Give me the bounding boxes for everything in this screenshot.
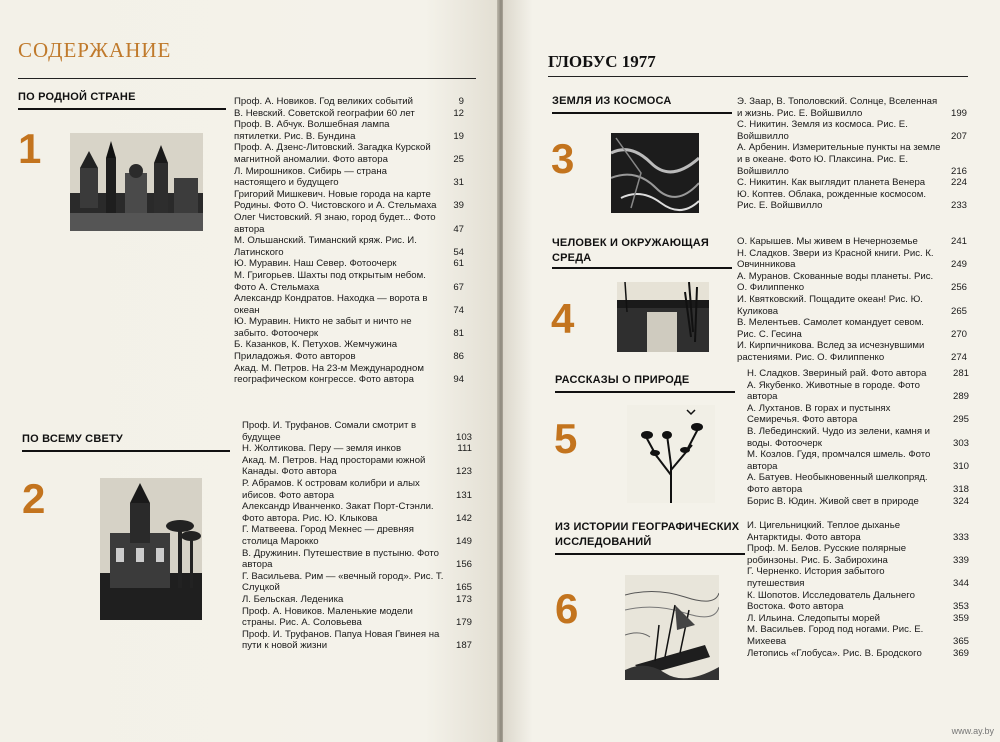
space-illustration (611, 133, 699, 213)
toc-entry[interactable]: Проф. А. Дзенс-Литовский. Загадка Курской магнитной аномалии. Фото автора 25 (234, 142, 464, 165)
toc-entry[interactable]: Л. Мирошников. Сибирь — страна настоящего и будущего 31 (234, 165, 464, 189)
section-5-rule (555, 391, 735, 393)
section-4-number: 4 (551, 295, 575, 342)
toc-entry[interactable]: О. Карышев. Мы живем в Нечерноземье 241 (737, 236, 967, 247)
section-3-entries (737, 96, 967, 212)
toc-entry[interactable]: М. Козлов. Гудя, промчался шмель. Фото автора 310 (747, 449, 969, 472)
toc-entry[interactable]: И. Кирпичникова. Вслед за исчезнувшими растениями. Рис. О. Филиппенко 274 (737, 340, 967, 363)
section-4-rule (552, 267, 732, 269)
section-4-entries (737, 236, 967, 364)
toc-entry[interactable]: Акад. М. Петров. На 23-м Международном географическом конгрессе. Фото автора 94 (234, 362, 464, 386)
toc-entry[interactable]: Проф. В. Абчук. Волшебная лампа пятилетки. Рис. В. Бундина 19 (234, 119, 464, 142)
toc-entry[interactable]: С. Никитин. Земля из космоса. Рис. Е. Войшвилло 207 (737, 119, 967, 142)
toc-entry[interactable]: М. Васильев. Город под ногами. Рис. Е. Михеева 365 (747, 624, 969, 647)
toc-entry[interactable]: В. Дружинин. Путешествие в пустыню. Фото автора 156 (242, 547, 472, 571)
section-2-number: 2 (22, 475, 46, 522)
section-3-number: 3 (551, 135, 575, 182)
section-6-number: 6 (555, 585, 579, 632)
section-1-rule (18, 108, 226, 110)
toc-entry[interactable]: К. Шопотов. Исследователь Дальнего Востока. Фото автора 353 (747, 589, 969, 613)
toc-entry[interactable]: В. Невский. Советской географии 60 лет 12 (234, 107, 464, 119)
birds-illustration (627, 405, 715, 503)
toc-entry[interactable]: А. Муранов. Скованные воды планеты. Рис. О. Филиппенко 256 (737, 270, 967, 294)
toc-entry[interactable]: Проф. И. Труфанов. Сомали смотрит в будущее 103 (242, 420, 472, 443)
toc-entry[interactable]: Н. Жолтикова. Перу — земля инков 111 (242, 443, 472, 455)
toc-entry[interactable]: Э. Заар, В. Тополовский. Солнце, Вселенная и жизнь. Рис. Е. Войшвилло 199 (737, 96, 967, 119)
toc-entry[interactable]: Олег Чистовский. Я знаю, город будет... Фото автора 47 (234, 211, 464, 235)
ship-illustration (625, 575, 719, 680)
section-1-number: 1 (18, 125, 42, 172)
toc-entry[interactable]: Проф. А. Новиков. Маленькие модели страны. Рис. А. Соловьева 179 (242, 605, 472, 629)
section-5-title: РАССКАЗЫ О ПРИРОДЕ (555, 374, 690, 386)
toc-entry[interactable]: Г. Матвеева. Город Мекнес — древняя столица Марокко 149 (242, 524, 472, 547)
section-2-entries (242, 420, 472, 652)
toc-entry[interactable]: И. Квятковский. Пощадите океан! Рис. Ю. Куликова 265 (737, 293, 967, 317)
toc-entry[interactable]: Н. Сладков. Звери из Красной книги. Рис. К. Овчинникова 249 (737, 247, 967, 271)
toc-entry[interactable]: Проф. М. Белов. Русские полярные робинзоны. Рис. Б. Забирохина 339 (747, 543, 969, 566)
toc-entry[interactable]: В. Лебединский. Чудо из зелени, камня и воды. Фотоочерк 303 (747, 425, 969, 449)
toc-entry[interactable]: Л. Бельская. Леденика 173 (242, 593, 472, 605)
toc-entry[interactable]: Борис В. Юдин. Живой свет в природе 324 (747, 495, 969, 507)
toc-entry[interactable]: А. Лухтанов. В горах и пустынях Семиречья. Фото автора 295 (747, 402, 969, 426)
header-rule (18, 78, 476, 79)
contents-heading: СОДЕРЖАНИЕ (18, 38, 172, 62)
toc-entry[interactable]: А. Якубенко. Животные в городе. Фото автора 289 (747, 379, 969, 403)
section-4-title: ЧЕЛОВЕК И ОКРУЖАЮЩАЯ СРЕДА (552, 237, 709, 264)
toc-entry[interactable]: М. Григорьев. Шахты под открытым небом. Фото А. Стельмаха 67 (234, 269, 464, 293)
toc-entry[interactable]: Г. Васильева. Рим — «вечный город». Рис. Т. Слуцкой 165 (242, 570, 472, 594)
section-6-rule (555, 553, 745, 555)
section-5-entries (747, 368, 969, 507)
toc-entry[interactable]: А. Арбенин. Измерительные пункты на земле и в океане. Фото Ю. Плаксина. Рис. Е. Войшвилло 216 (737, 142, 967, 177)
toc-entry[interactable]: Григорий Мишкевич. Новые города на карте Родины. Фото О. Чистовского и А. Стельмаха 39 (234, 188, 464, 212)
toc-entry[interactable]: Н. Сладков. Звериный рай. Фото автора 281 (747, 368, 969, 379)
toc-entry[interactable]: Л. Ильина. Следопыты морей 359 (747, 612, 969, 624)
section-1-entries (234, 96, 464, 386)
toc-entry[interactable]: Александр Иванченко. Закат Порт-Стэнли. Фото автора. Рис. Ю. Клыкова 142 (242, 501, 472, 524)
section-2-rule (22, 450, 230, 452)
section-6-entries (747, 520, 969, 659)
toc-entry[interactable]: Проф. А. Новиков. Год великих событий 9 (234, 96, 464, 107)
toc-entry[interactable]: М. Ольшанский. Тиманский кряж. Рис. И. Латинского 54 (234, 235, 464, 258)
section-2-title: ПО ВСЕМУ СВЕТУ (22, 433, 123, 445)
toc-entry[interactable]: Акад. М. Петров. Над просторами южной Канады. Фото автора 123 (242, 454, 472, 478)
toc-entry[interactable]: Ю. Муравин. Никто не забыт и ничто не забыто. Фотоочерк 81 (234, 316, 464, 339)
section-6-title: ИЗ ИСТОРИИ ГЕОГРАФИЧЕСКИХ ИССЛЕДОВАНИЙ (555, 521, 740, 548)
toc-entry[interactable]: Б. Казанков, К. Петухов. Жемчужина Приладожья. Фото авторов 86 (234, 339, 464, 363)
toc-entry[interactable]: Ю. Муравин. Наш Север. Фотоочерк 61 (234, 258, 464, 270)
toc-entry[interactable]: С. Никитин. Как выглядит планета Венера 224 (737, 177, 967, 189)
section-5-number: 5 (554, 415, 578, 462)
section-3-rule (552, 112, 732, 114)
toc-entry[interactable]: В. Мелентьев. Самолет командует севом. Рис. С. Гесина 270 (737, 317, 967, 340)
toc-entry[interactable]: И. Цигельницкий. Теплое дыханье Антарктиды. Фото автора 333 (747, 520, 969, 543)
city-illustration (70, 133, 203, 231)
toc-entry[interactable]: Р. Абрамов. К островам колибри и алых ибисов. Фото автора 131 (242, 477, 472, 501)
toc-entry[interactable]: Александр Кондратов. Находка — ворота в океан 74 (234, 293, 464, 316)
toc-entry[interactable]: Проф. И. Труфанов. Папуа Новая Гвинея на пути к новой жизни 187 (242, 628, 472, 652)
lake-illustration (617, 282, 709, 352)
right-page (503, 0, 1000, 742)
section-1-title: ПО РОДНОЙ СТРАНЕ (18, 91, 136, 103)
toc-entry[interactable]: А. Батуев. Необыкновенный шелкопряд. Фото автора 318 (747, 472, 969, 495)
brand-rule (548, 76, 968, 77)
toc-entry[interactable]: Ю. Коптев. Облака, рожденные космосом. Рис. Е. Войшвилло 233 (737, 188, 967, 212)
section-3-title: ЗЕМЛЯ ИЗ КОСМОСА (552, 95, 672, 107)
palace-illustration (100, 478, 202, 620)
toc-entry[interactable]: Г. Черненко. История забытого путешествия 344 (747, 566, 969, 589)
watermark: www.ay.by (951, 726, 994, 736)
toc-entry[interactable]: Летопись «Глобуса». Рис. В. Бродского 369 (747, 647, 969, 659)
brand-title: ГЛОБУС 1977 (548, 52, 656, 71)
